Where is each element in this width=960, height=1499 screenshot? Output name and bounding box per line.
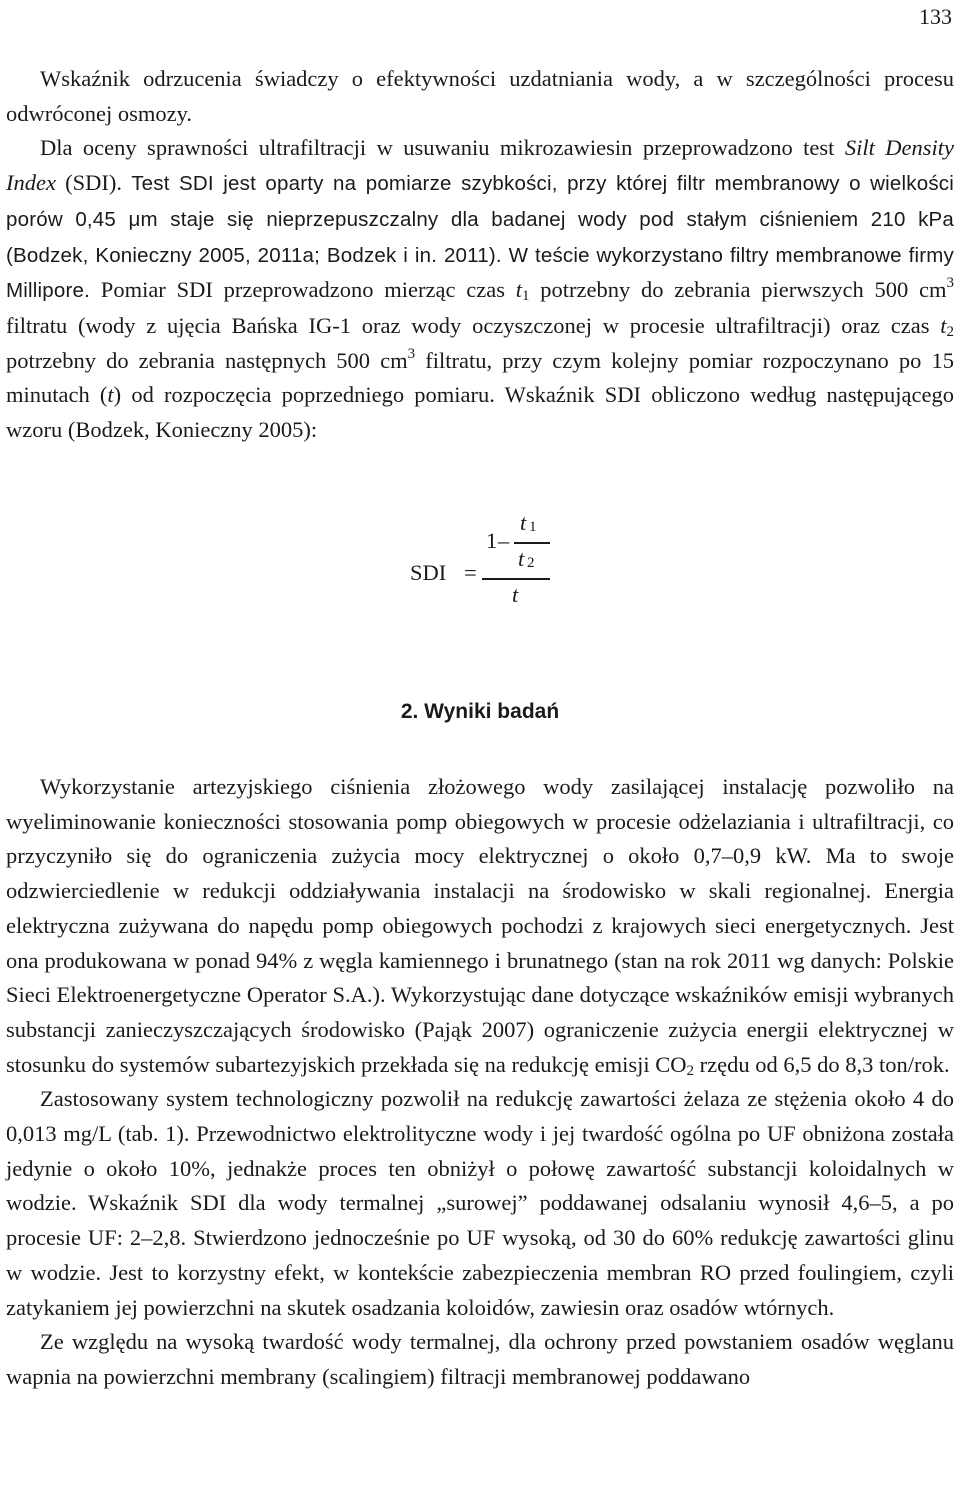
p2-var-t: t bbox=[107, 382, 114, 408]
p3-text-b: rzędu od 6,5 do 8,3 ton/rok. bbox=[693, 1051, 950, 1077]
formula-t2-sub: 2 bbox=[527, 555, 535, 571]
p2-var-t1: t bbox=[515, 277, 523, 303]
p2-sup-2: 3 bbox=[407, 345, 416, 362]
formula-inner-fraction-bar bbox=[514, 542, 550, 544]
sdi-formula bbox=[410, 508, 570, 608]
formula-t: t bbox=[512, 582, 519, 607]
p2-text-c: Pomiar SDI przeprowadzono mierząc czas bbox=[90, 277, 516, 303]
paragraph-2 bbox=[6, 131, 954, 447]
formula-outer-fraction-bar bbox=[482, 578, 550, 580]
paragraph-3 bbox=[6, 770, 954, 1082]
p2-sans-text: Test SDI jest oparty na pomiarze szybkości, przy której filtr membranowy o wielkości porów 0,45 μm staje się nieprzepuszczalny dla badanej wody pod stałym ciśnieniem 210 kPa (Bodzek, Konieczny 2005, 2011a; Bodzek i in. 2011). W teście wykorzystano filtry membranowe firmy Millipore. bbox=[6, 172, 954, 303]
formula-t1-sub: 1 bbox=[529, 519, 537, 535]
p2-text-a: Dla oceny sprawności ultrafiltracji w usuwaniu mikrozawiesin przeprowadzono test bbox=[40, 135, 845, 161]
formula-equals: = bbox=[464, 560, 477, 585]
p2-var-t2: t bbox=[940, 312, 947, 338]
p2-italic-term: Silt Density Index bbox=[6, 135, 955, 196]
paragraph-4: Zastosowany system technologiczny pozwolił na redukcję zawartości żelaza ze stężenia około 4 do 0,013 mg/L (tab. 1). Przewodnictwo elektrolityczne wody i jej twardość ogólna po UF obniżona została jedynie o około 10%, jednakże proces ten obniżył o połowę zawartość substancji koloidalnych w wodzie. Wskaźnik SDI dla wody termalnej „surowej” poddawanej odsalaniu wynosił 4,6–5, a po procesie UF: 2–2,8. Stwierdzono jednocześnie po UF wysoką, od 30 do 60% redukcję zawartości glinu w wodzie. Jest to korzystny efekt, w kontekście zabezpieczenia membran RO przed foulingiem, czyli zatykaniem jej powierzchni na skutek osadzania koloidów, zawiesin oraz osadów wtórnych. bbox=[6, 1086, 954, 1320]
p2-text-h: ) od rozpoczęcia poprzedniego pomiaru. Wskaźnik SDI obliczono według następującego wzoru (Bodzek, Konieczny 2005): bbox=[6, 382, 954, 443]
p2-sup-1: 3 bbox=[946, 275, 954, 292]
formula-lhs: SDI bbox=[410, 560, 447, 585]
p2-sub-1: 1 bbox=[522, 288, 530, 305]
p2-text-f: potrzebny do zebrania następnych 500 cm bbox=[6, 347, 408, 373]
results-text bbox=[6, 770, 954, 1395]
formula-t1: t bbox=[520, 510, 527, 535]
formula-t2: t bbox=[518, 546, 525, 571]
intro-text bbox=[6, 62, 954, 448]
p2-text-e: filtratu (wody z ujęcia Bańska IG-1 oraz wody oczyszczonej w procesie ultrafiltracji) oraz czas bbox=[6, 312, 941, 338]
p2-text-g: filtratu, przy czym kolejny pomiar rozpoczynano po 15 minutach ( bbox=[6, 347, 954, 408]
paragraph-1-text: Wskaźnik odrzucenia świadczy o efektywności uzdatniania wody, a w szczególności procesu odwróconej osmozy. bbox=[6, 66, 954, 126]
p2-sub-2: 2 bbox=[946, 323, 954, 340]
paragraph-5: Ze względu na wysoką twardość wody termalnej, dla ochrony przed powstaniem osadów węglanu wapnia na powierzchni membrany (scalingiem) filtracji membranowej poddawano bbox=[6, 1329, 954, 1389]
section-title: 2. Wyniki badań bbox=[400, 700, 560, 723]
paragraph-1 bbox=[6, 62, 954, 131]
formula-one: 1 bbox=[486, 528, 498, 553]
p2-text-d: potrzebny do zebrania pierwszych 500 cm bbox=[529, 277, 947, 303]
page-number: 133 bbox=[919, 4, 952, 29]
p3-text-a: Wykorzystanie artezyjskiego ciśnienia złożowego wody zasilającej instalację pozwoliło na wyeliminowanie konieczności stosowania pomp obiegowych w procesie odżelaziania i ultrafiltracji, co przyczyniło się do ograniczenia zużycia mocy elektrycznej o około 0,7–0,9 kW. Ma to swoje odzwierciedlenie w redukcji oddziaływania instalacji na środowisko w skali regionalnej. Energia elektryczna zużywana do napędu pomp obiegowych pochodzi z krajowych sieci energetycznych. Jest ona produkowana w ponad 94% z węgla kamiennego i brunatnego (stan na rok 2011 wg danych: Polskie Sieci Elektroenergetyczne Operator S.A.). Wykorzystując dane dotyczące wskaźników emisji wybranych substancji zanieczyszczających środowisko (Pająk 2007) ograniczenie zużycia energii elektrycznej w stosunku do systemów subartezyjskich przekłada się na redukcję emisji CO bbox=[6, 774, 954, 1077]
p3-sub-2: 2 bbox=[686, 1062, 694, 1079]
formula-minus: – bbox=[498, 528, 510, 553]
p2-text-b: (SDI). bbox=[55, 170, 132, 196]
